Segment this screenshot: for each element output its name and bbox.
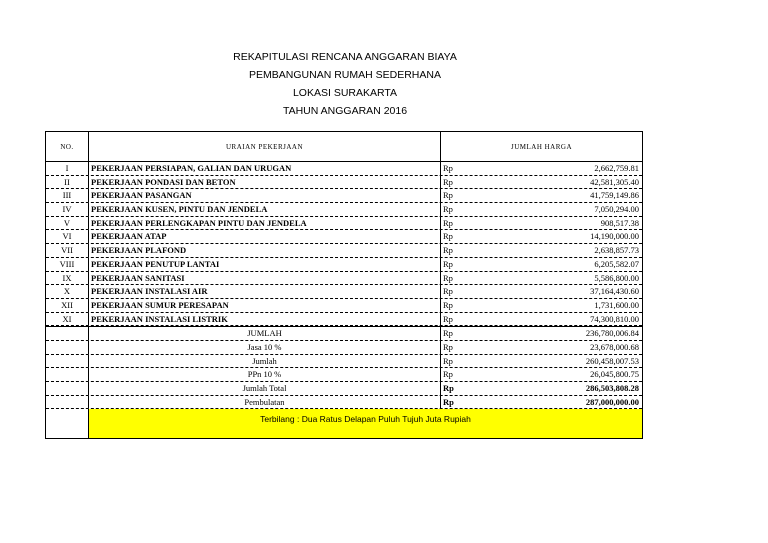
row-uraian: PEKERJAAN SUMUR PERESAPAN (89, 299, 441, 312)
row-amount: 7,050,294.00 (594, 204, 639, 215)
summary-label: PPn 10 % (89, 368, 441, 381)
row-no: I (46, 162, 89, 175)
row-amount: 37,164,430.60 (590, 286, 639, 297)
header-no: NO. (46, 132, 89, 161)
row-currency: Rp (443, 286, 453, 297)
summary-row (46, 396, 642, 410)
summary-row (46, 382, 642, 396)
table-row (46, 244, 642, 258)
row-currency: Rp (443, 231, 453, 242)
row-amount: 2,638,857.73 (594, 245, 639, 256)
summary-currency: Rp (443, 341, 453, 352)
row-amount: 42,581,305.40 (590, 176, 639, 187)
title-line-3: LOKASI SURAKARTA (292, 87, 398, 99)
summary-label: JUMLAH (89, 327, 441, 340)
table-row (46, 258, 642, 272)
summary-row (46, 368, 642, 382)
row-currency: Rp (443, 163, 453, 173)
summary-label: Jasa 10 % (89, 341, 441, 354)
row-uraian: PEKERJAAN PERLENGKAPAN PINTU DAN JENDELA (89, 217, 441, 230)
table-row (46, 272, 642, 286)
row-no: III (46, 189, 89, 202)
row-currency: Rp (443, 299, 453, 310)
row-no: VI (46, 230, 89, 243)
summary-label: Jumlah (89, 355, 441, 368)
terbilang-row (46, 409, 642, 438)
row-amount: 6,205,582.07 (594, 258, 639, 269)
row-uraian: PEKERJAAN PASANGAN (89, 189, 441, 202)
summary-amount: 286,503,808.28 (585, 383, 639, 393)
row-uraian: PEKERJAAN INSTALASI AIR (89, 285, 441, 298)
title-line-1: REKAPITULASI RENCANA ANGGARAN BIAYA (233, 51, 457, 63)
row-uraian: PEKERJAAN ATAP (89, 230, 441, 243)
row-uraian: PEKERJAAN PERSIAPAN, GALIAN DAN URUGAN (89, 162, 441, 175)
row-currency: Rp (443, 190, 453, 201)
summary-currency: Rp (443, 396, 454, 407)
summary-row (46, 355, 642, 369)
header-uraian: URAIAN PEKERJAAN (89, 132, 441, 161)
table-row (46, 299, 642, 313)
row-uraian: PEKERJAAN PLAFOND (89, 244, 441, 257)
summary-label: Pembulatan (89, 396, 441, 409)
row-amount: 2,662,759.81 (594, 163, 639, 173)
summary-currency: Rp (443, 369, 453, 380)
row-uraian: PEKERJAAN PONDASI DAN BETON (89, 176, 441, 189)
row-currency: Rp (443, 258, 453, 269)
header-jumlah: JUMLAH HARGA (510, 142, 573, 151)
row-amount: 5,586,800.00 (594, 272, 639, 283)
row-no: VII (46, 244, 89, 257)
row-uraian: PEKERJAAN SANITASI (89, 272, 441, 285)
row-no: VIII (46, 258, 89, 271)
row-no: XII (46, 299, 89, 312)
summary-amount: 260,458,007.53 (585, 355, 639, 366)
summary-currency: Rp (443, 383, 454, 393)
table-row (46, 285, 642, 299)
table-row (46, 203, 642, 217)
table-row (46, 176, 642, 190)
row-no: X (46, 285, 89, 298)
table-header (46, 132, 642, 162)
row-currency: Rp (443, 313, 453, 324)
terbilang-text: Terbilang : Dua Ratus Delapan Puluh Tujuh Juta Rupiah (89, 409, 642, 438)
row-no: XI (46, 313, 89, 326)
summary-amount: 236,780,006.84 (585, 328, 639, 339)
row-currency: Rp (443, 217, 453, 228)
summary-row (46, 327, 642, 341)
row-uraian: PEKERJAAN KUSEN, PINTU DAN JENDELA (89, 203, 441, 216)
row-currency: Rp (443, 176, 453, 187)
row-no: II (46, 176, 89, 189)
row-amount: 74,300,810.00 (590, 313, 639, 324)
row-amount: 908,517.38 (600, 217, 639, 228)
row-amount: 1,731,600.00 (594, 299, 639, 310)
title-line-2: PEMBANGUNAN RUMAH SEDERHANA (249, 69, 441, 81)
table-row (46, 230, 642, 244)
row-uraian: PEKERJAAN INSTALASI LISTRIK (89, 313, 441, 326)
summary-currency: Rp (443, 355, 453, 366)
summary-amount: 287,000,000.00 (585, 396, 639, 407)
summary-amount: 26,045,800.75 (590, 369, 639, 380)
row-amount: 14,190,000.00 (590, 231, 639, 242)
table-row (46, 162, 642, 176)
summary-row (46, 341, 642, 355)
title-line-4: TAHUN ANGGARAN 2016 (282, 105, 408, 117)
row-no: IV (46, 203, 89, 216)
row-no: V (46, 217, 89, 230)
row-amount: 41,759,149.86 (590, 190, 639, 201)
row-currency: Rp (443, 204, 453, 215)
summary-amount: 23,678,000.68 (590, 341, 639, 352)
table-row (46, 313, 642, 327)
row-no: IX (46, 272, 89, 285)
summary-label: Jumlah Total (89, 382, 441, 395)
budget-table (45, 131, 643, 439)
summary-currency: Rp (443, 328, 453, 339)
table-row (46, 189, 642, 203)
table-row (46, 217, 642, 231)
row-currency: Rp (443, 245, 453, 256)
row-uraian: PEKERJAAN PENUTUP LANTAI (89, 258, 441, 271)
row-currency: Rp (443, 272, 453, 283)
